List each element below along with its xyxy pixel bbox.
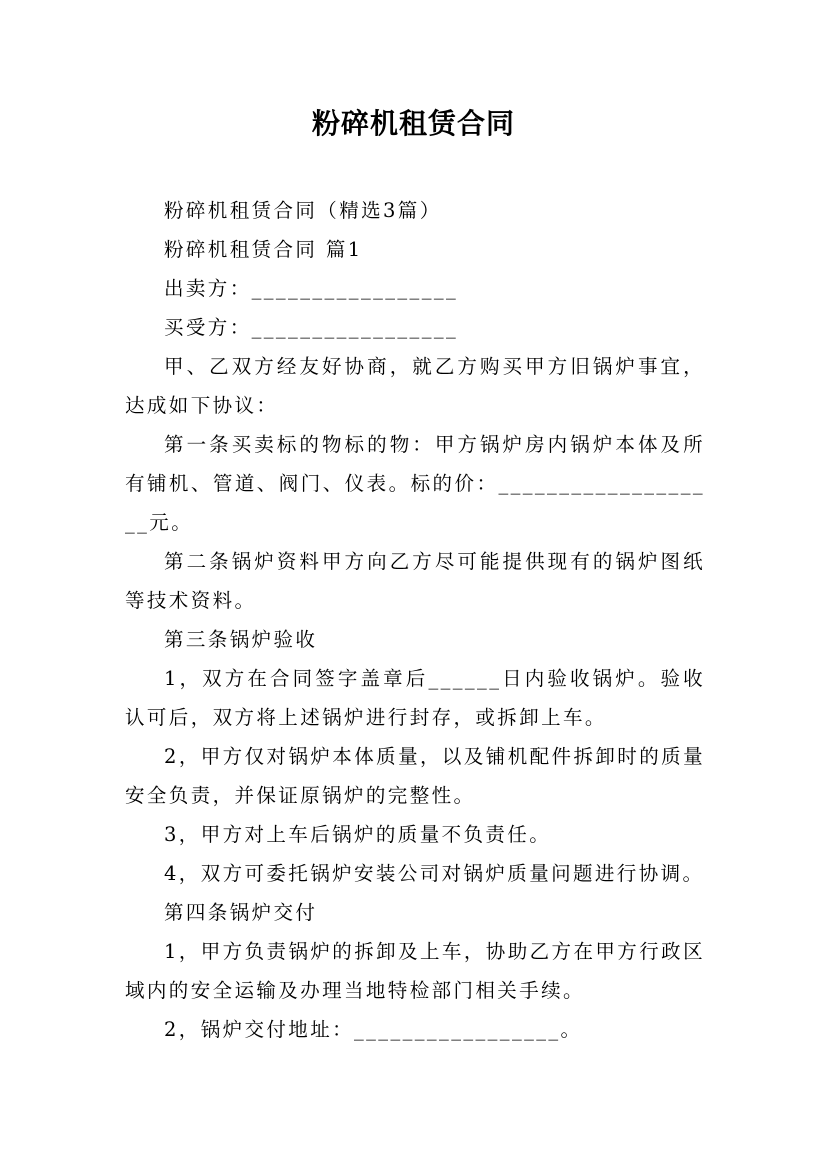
document-title: 粉碎机租赁合同 [311,107,515,140]
paragraph-buyer: 买受方：_________________ [164,316,459,339]
paragraph-article-4-item-1: 1，甲方负责锅炉的拆卸及上车，协助乙方在甲方行政区域内的安全运输及办理当地特检部门相关手续。 [125,940,705,1002]
paragraph-section-heading: 粉碎机租赁合同 篇1 [164,238,363,261]
paragraph-article-3-heading: 第三条锅炉验收 [164,628,318,651]
paragraph-preamble: 甲、乙双方经友好协商，就乙方购买甲方旧锅炉事宜，达成如下协议： [125,355,705,417]
document-body [125,191,705,1049]
paragraph-article-4-heading: 第四条锅炉交付 [164,901,318,924]
paragraph-article-3-item-2: 2，甲方仅对锅炉本体质量，以及铺机配件拆卸时的质量安全负责，并保证原锅炉的完整性。 [125,745,705,807]
paragraph-article-3-item-3: 3，甲方对上车后锅炉的质量不负责任。 [164,823,552,846]
paragraph-article-2: 第二条锅炉资料甲方向乙方尽可能提供现有的锅炉图纸等技术资料。 [125,550,705,612]
paragraph-article-3-item-4: 4，双方可委托锅炉安装公司对锅炉质量问题进行协调。 [164,862,705,885]
paragraph-subtitle: 粉碎机租赁合同（精选3篇） [164,199,442,222]
paragraph-article-1: 第一条买卖标的物标的物：甲方锅炉房内锅炉本体及所有铺机、管道、阀门、仪表。标的价：___________________元。 [125,433,705,534]
paragraph-article-3-item-1: 1，双方在合同签字盖章后______日内验收锅炉。验收认可后，双方将上述锅炉进行封存，或拆卸上车。 [125,667,705,729]
paragraph-seller: 出卖方：_________________ [164,277,459,300]
paragraph-article-4-item-2: 2，锅炉交付地址：_________________。 [164,1018,583,1041]
